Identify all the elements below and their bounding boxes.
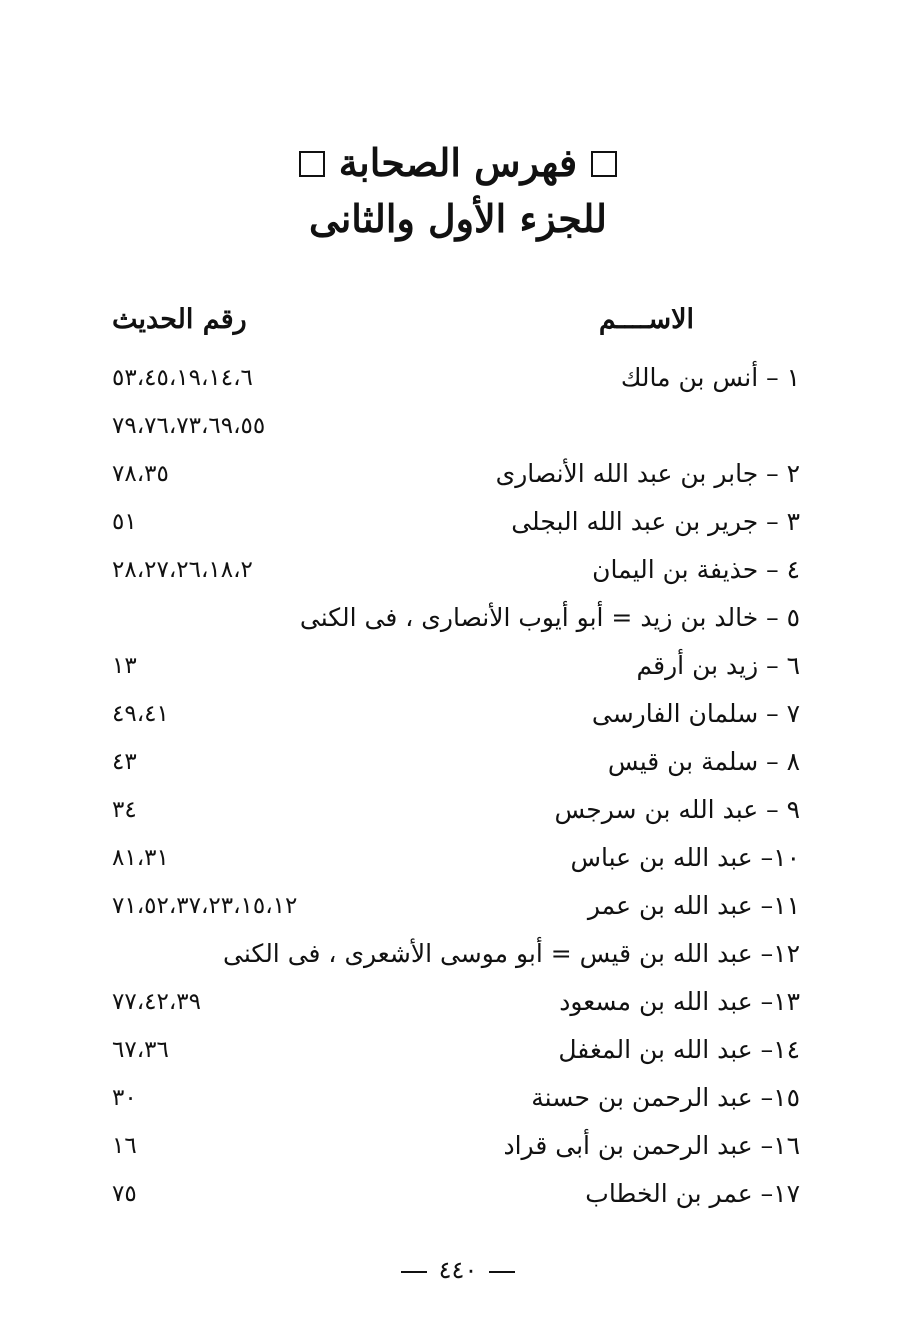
list-item — [0, 1126, 916, 1174]
list-item — [0, 1078, 916, 1126]
companion-name: ٤ – حذيفة بن اليمان — [592, 555, 800, 584]
hadith-numbers: ٧١،٥٢،٣٧،٢٣،١٥،١٢ — [112, 893, 298, 919]
hadith-numbers: ٦٧،٣٦ — [112, 1037, 169, 1063]
hadith-numbers: ٢٨،٢٧،٢٦،١٨،٢ — [112, 557, 253, 583]
companion-name: ٨ – سلمة بن قيس — [607, 747, 800, 776]
companion-name: ١٤– عبد الله بن المغفل — [558, 1035, 800, 1064]
companion-name: ٣ – جرير بن عبد الله البجلى — [511, 507, 800, 536]
companion-name: ١٢– عبد الله بن قيس = أبو موسى الأشعرى ، فى الكنى — [223, 939, 800, 968]
list-item — [0, 886, 916, 934]
hadith-numbers: ٣٠ — [112, 1085, 137, 1111]
hadith-number-column-header: رقم الحديث — [112, 304, 247, 335]
companion-name: ١١– عبد الله بن عمر — [587, 891, 800, 920]
hadith-numbers: ٥٣،٤٥،١٩،١٤،٦ — [112, 365, 253, 391]
list-item — [0, 502, 916, 550]
page-number: ٤٤٠ — [438, 1256, 478, 1284]
list-item — [0, 1030, 916, 1078]
list-item — [0, 358, 916, 406]
page-footer — [0, 1252, 916, 1288]
list-item — [0, 742, 916, 790]
companion-name: ٥ – خالد بن زيد = أبو أيوب الأنصارى ، فى الكنى — [299, 603, 800, 632]
hadith-numbers: ٨١،٣١ — [112, 845, 169, 871]
hadith-numbers: ٣٤ — [112, 797, 137, 823]
list-item — [0, 694, 916, 742]
square-box-icon — [299, 151, 325, 177]
companion-name: ٢ – جابر بن عبد الله الأنصارى — [495, 459, 800, 488]
hadith-numbers: ٧٩،٧٦،٧٣،٦٩،٥٥ — [112, 413, 266, 439]
list-item — [0, 454, 916, 502]
square-box-icon — [591, 151, 617, 177]
list-item — [0, 550, 916, 598]
list-item — [0, 934, 916, 982]
hadith-numbers: ٧٧،٤٢،٣٩ — [112, 989, 201, 1015]
companion-name: ١٠– عبد الله بن عباس — [570, 843, 800, 872]
companion-name: ١ – أنس بن مالك — [620, 363, 800, 392]
hadith-numbers: ٧٥ — [112, 1181, 137, 1207]
list-item — [0, 1174, 916, 1222]
dash-decoration — [401, 1271, 427, 1273]
hadith-numbers: ٥١ — [112, 509, 137, 535]
index-subtitle: للجزء الأول والثانى — [309, 196, 607, 241]
companion-name: ١٦– عبد الرحمن بن أبى قراد — [503, 1131, 800, 1160]
title-text: فهرس الصحابة — [338, 140, 578, 185]
list-item — [0, 406, 916, 454]
hadith-numbers: ٤٣ — [112, 749, 137, 775]
companion-name: ١٥– عبد الرحمن بن حسنة — [531, 1083, 800, 1112]
hadith-numbers: ٤٩،٤١ — [112, 701, 169, 727]
list-item — [0, 790, 916, 838]
companion-name: ٦ – زيد بن أرقم — [636, 651, 800, 680]
list-item — [0, 646, 916, 694]
hadith-numbers: ١٣ — [112, 653, 137, 679]
list-item — [0, 598, 916, 646]
index-title — [0, 140, 916, 186]
companion-name: ١٣– عبد الله بن مسعود — [559, 987, 800, 1016]
companion-name: ٧ – سلمان الفارسى — [591, 699, 800, 728]
name-column-header: الاســــم — [598, 304, 694, 335]
companion-name: ١٧– عمر بن الخطاب — [585, 1179, 800, 1208]
hadith-numbers: ١٦ — [112, 1133, 137, 1159]
companion-name: ٩ – عبد الله بن سرجس — [554, 795, 800, 824]
hadith-numbers: ٧٨،٣٥ — [112, 461, 169, 487]
list-item — [0, 982, 916, 1030]
list-item — [0, 838, 916, 886]
dash-decoration — [489, 1271, 515, 1273]
